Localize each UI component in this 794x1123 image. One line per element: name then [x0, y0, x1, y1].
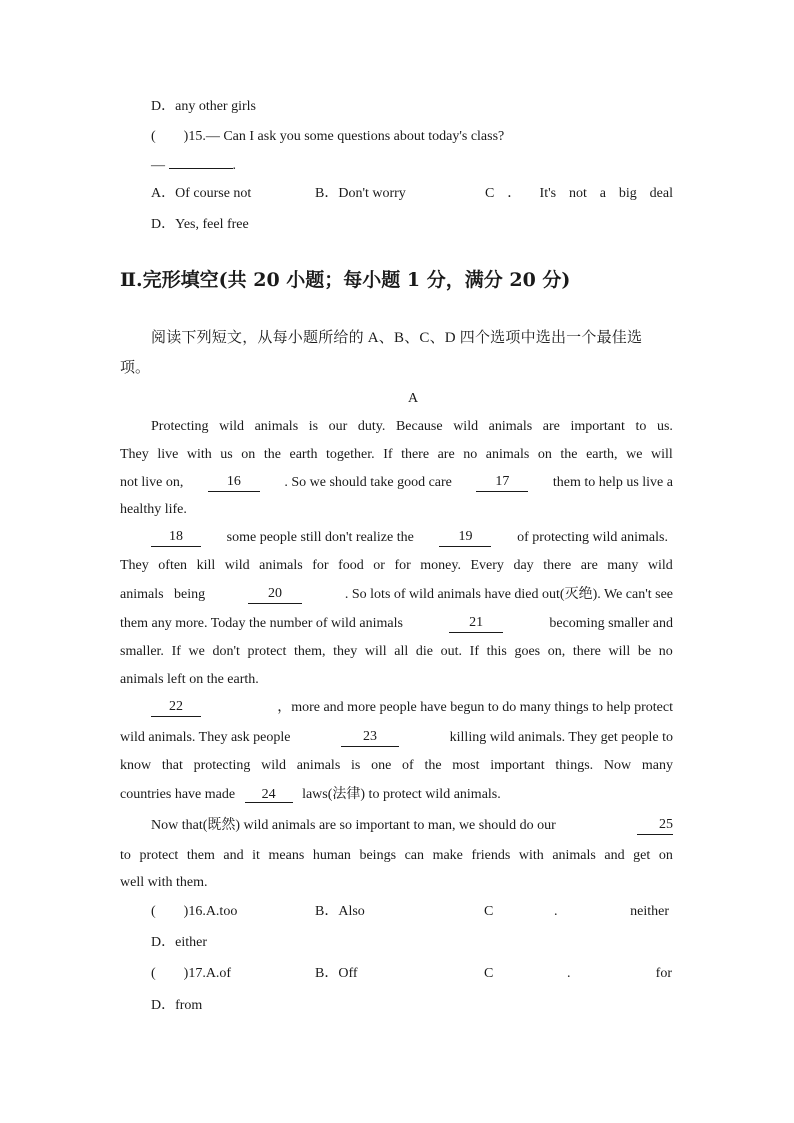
passage-word: together. [326, 447, 375, 462]
passage-word: kill [196, 558, 216, 573]
passage-word: to [120, 848, 131, 863]
passage-word: we [626, 447, 643, 462]
passage-word: animals [552, 848, 596, 863]
passage-word: there [401, 447, 430, 462]
passage-word: beings [359, 848, 397, 863]
passage-word: duty. [357, 419, 386, 434]
passage-word: on [241, 447, 256, 462]
passage-word: get [633, 848, 651, 863]
passage-word: often [158, 558, 188, 573]
passage-word: day [513, 558, 534, 573]
passage-word: If [383, 447, 393, 462]
justified-words [120, 446, 673, 464]
passage-word: smaller. [120, 644, 164, 659]
blank-25: 25 [637, 817, 673, 835]
passage-text: . So we should take good care [284, 475, 452, 490]
passage-word: means [268, 848, 305, 863]
passage-word: there [543, 558, 572, 573]
passage-text: of protecting wild animals. [517, 530, 668, 545]
passage-word: know [120, 758, 152, 773]
passage-word: many [641, 758, 673, 773]
blank-23: 23 [341, 729, 399, 747]
passage-line [120, 757, 673, 775]
passage-word: protect [139, 848, 179, 863]
passage-text: some people still don't realize the [226, 530, 414, 545]
passage-line: well with them. [120, 875, 208, 890]
passage-text: ，more and more people have begun to do many things to help protect [277, 700, 673, 715]
passage-word: Protecting [151, 419, 209, 434]
answer-blank [169, 168, 233, 169]
q15-option-c: C ． It's not a big deal [485, 186, 673, 201]
passage-word: the [424, 758, 442, 773]
passage-line [120, 586, 673, 604]
passage-word: make [432, 848, 463, 863]
passage-word: animals [488, 419, 533, 434]
q16-option-c-text: neither [630, 904, 669, 919]
passage-word: goes [514, 644, 541, 659]
passage-word: with [186, 447, 212, 462]
justified-words [120, 757, 673, 775]
passage-word: will [608, 644, 631, 659]
passage-word: die [415, 644, 434, 659]
passage-text: countries have made [120, 787, 236, 802]
passage-line [120, 474, 673, 492]
passage-line [151, 418, 673, 436]
passage-word: are [542, 419, 560, 434]
passage-text: Now that(既然) wild animals are so important to man, we should do our [151, 818, 556, 833]
passage-text: them any more. Today the number of wild animals [120, 616, 403, 631]
passage-text: not live on, [120, 475, 184, 490]
passage-line [151, 817, 673, 835]
answer-end: . [232, 158, 236, 173]
q16-option-d: D．either [151, 935, 207, 950]
q16-option-b: B．Also [315, 904, 365, 919]
passage-word: protecting [193, 758, 251, 773]
q16-stem: ( )16.A.too [151, 904, 238, 919]
blank-19: 19 [439, 529, 491, 547]
passage-word: animals [259, 558, 303, 573]
passage-word: one [371, 758, 392, 773]
passage-word: our [328, 419, 348, 434]
passage-word: on [537, 447, 552, 462]
passage-word: wild [261, 758, 286, 773]
q15-stem-text: 15.— Can I ask you some questions about today's class? [188, 129, 505, 144]
passage-line: animals left on the earth. [120, 672, 259, 687]
q15-option-b: B．Don't worry [315, 186, 406, 201]
passage-word: earth [289, 447, 318, 462]
passage-text: them to help us live a [552, 475, 673, 490]
passage-word: many [607, 558, 639, 573]
passage-text: laws(法律) to protect wild animals. [302, 787, 501, 802]
q15-answer-line [151, 157, 236, 175]
passage-word: wild [219, 419, 245, 434]
passage-line: healthy life. [120, 502, 187, 517]
passage-word: will [364, 644, 387, 659]
passage-word: for [394, 558, 411, 573]
passage-line [120, 643, 673, 661]
passage-word: there [572, 644, 601, 659]
q17-option-c-dot: . [567, 966, 571, 981]
passage-word: them [186, 848, 215, 863]
passage-word: food [338, 558, 364, 573]
passage-word: on [658, 848, 673, 863]
passage-word: Now [603, 758, 632, 773]
q17-option-c-letter: C [484, 966, 494, 981]
justified-words [120, 643, 673, 661]
blank-21: 21 [449, 615, 503, 633]
passage-word: no [463, 447, 478, 462]
passage-word: is [351, 758, 361, 773]
passage-label: A [407, 391, 419, 406]
passage-word: They [120, 447, 149, 462]
blank-22: 22 [151, 699, 201, 717]
passage-word: wild [647, 558, 673, 573]
passage-line [120, 615, 673, 633]
passage-line [120, 446, 673, 464]
passage-word: them, [294, 644, 326, 659]
passage-word: it [252, 848, 260, 863]
passage-line [120, 847, 673, 865]
blank-17: 17 [476, 474, 528, 492]
q14-option-d: D．any other girls [151, 99, 256, 114]
answer-dash: — [151, 158, 169, 173]
passage-text: becoming smaller and [549, 616, 673, 631]
q16-option-c-letter: C [484, 904, 494, 919]
passage-word: important [490, 758, 545, 773]
passage-word: for [312, 558, 329, 573]
passage-word: If [469, 644, 479, 659]
passage-line [151, 699, 673, 717]
passage-word: they [333, 644, 358, 659]
passage-word: animals [485, 447, 530, 462]
passage-word: animals [296, 758, 341, 773]
passage-word: If [171, 644, 181, 659]
passage-word: Because [395, 419, 443, 434]
passage-word: us. [656, 419, 673, 434]
passage-word: human [312, 848, 351, 863]
passage-word: can [404, 848, 425, 863]
passage-word: things. [555, 758, 594, 773]
passage-word: Every [470, 558, 504, 573]
blank-20: 20 [248, 586, 302, 604]
passage-line [120, 786, 501, 804]
passage-word: are [437, 447, 455, 462]
passage-word: us [220, 447, 233, 462]
section-heading: Ⅱ.完形填空(共 20 小题；每小题 1 分，满分 20 分) [120, 269, 571, 291]
passage-word: of [402, 758, 414, 773]
passage-text: . So lots of wild animals have died out(灭绝). We can't see [344, 587, 673, 602]
passage-line [120, 557, 673, 575]
passage-word: on, [547, 644, 566, 659]
passage-word: protect [247, 644, 287, 659]
passage-word: most [452, 758, 480, 773]
passage-word: or [373, 558, 385, 573]
passage-word: important [570, 419, 625, 434]
passage-word: and [604, 848, 625, 863]
justified-words [120, 557, 673, 575]
blank-18: 18 [151, 529, 201, 547]
passage-word: don't [212, 644, 240, 659]
passage-word: this [486, 644, 507, 659]
passage-word: wild [453, 419, 479, 434]
answer-paren: ( ) [151, 129, 189, 144]
q16-option-c-dot: . [554, 904, 558, 919]
passage-word: the [560, 447, 578, 462]
passage-word: with [518, 848, 544, 863]
passage-text: killing wild animals. They get people to [449, 730, 673, 745]
justified-words [120, 847, 673, 865]
passage-word: are [580, 558, 598, 573]
passage-line [151, 529, 668, 547]
passage-word: They [120, 558, 149, 573]
blank-16: 16 [208, 474, 260, 492]
passage-word: live [157, 447, 179, 462]
passage-word: to [635, 419, 647, 434]
passage-text: animals being [120, 587, 206, 602]
passage-word: all [394, 644, 409, 659]
section-instruction: 阅读下列短文，从每小题所给的 A、B、C、D 四个选项中选出一个最佳选 [151, 330, 643, 346]
passage-text: wild animals. They ask people [120, 730, 291, 745]
blank-24: 24 [245, 787, 293, 803]
q17-stem: ( )17.A.of [151, 966, 232, 981]
passage-word: money. [420, 558, 461, 573]
q17-option-b: B．Off [315, 966, 358, 981]
justified-words [151, 418, 673, 436]
q15-option-a: A．Of course not [151, 186, 252, 201]
passage-word: the [263, 447, 281, 462]
passage-word: is [308, 419, 319, 434]
passage-word: friends [471, 848, 511, 863]
passage-word: wild [224, 558, 250, 573]
passage-word: animals [254, 419, 299, 434]
passage-word: that [161, 758, 183, 773]
q17-option-d: D．from [151, 998, 203, 1013]
q15-stem [151, 128, 504, 146]
passage-word: earth, [586, 447, 618, 462]
passage-word: we [188, 644, 205, 659]
passage-word: be [637, 644, 652, 659]
passage-word: no [658, 644, 673, 659]
passage-line [120, 729, 673, 747]
q17-option-c-text: for [655, 966, 672, 981]
section-instruction-cont: 项。 [120, 360, 151, 376]
passage-word: will [650, 447, 673, 462]
passage-word: out. [440, 644, 463, 659]
passage-word: and [223, 848, 244, 863]
q15-option-d: D．Yes, feel free [151, 217, 249, 232]
